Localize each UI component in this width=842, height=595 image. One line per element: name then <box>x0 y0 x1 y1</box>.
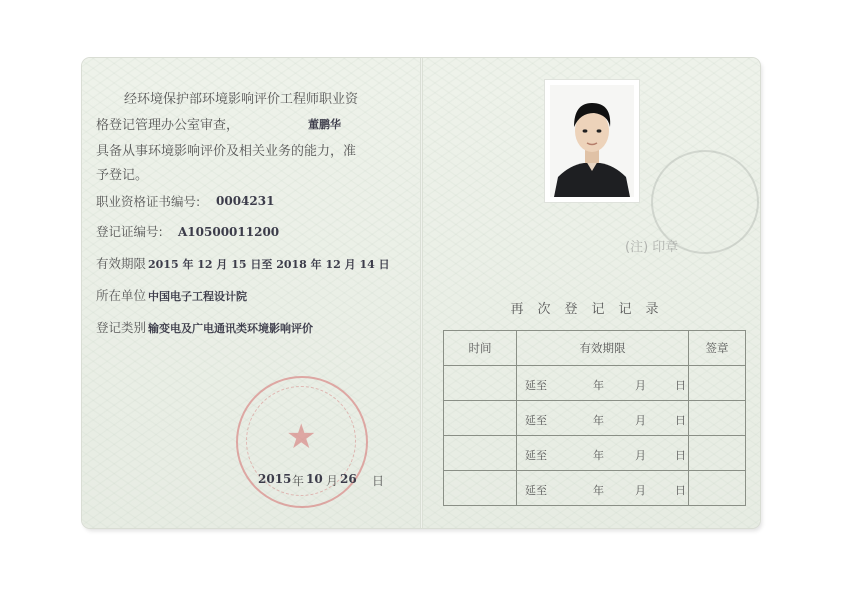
photo-frame <box>545 80 639 202</box>
period-cell <box>517 366 689 401</box>
signature-cell <box>689 471 746 506</box>
reg-no-label: 登记证编号: <box>96 224 163 239</box>
reg-no-value: A10500011200 <box>178 225 280 239</box>
extend-label: 延至 <box>525 379 547 392</box>
time-cell <box>444 401 517 436</box>
day-unit: 日 <box>675 449 686 462</box>
year-unit: 年 <box>593 449 604 462</box>
validity-value: 2015 年 12 月 15 日至 2018 年 12 月 14 日 <box>148 258 390 271</box>
issue-day: 26 <box>340 472 357 486</box>
day-unit: 日 <box>675 484 686 497</box>
month-unit: 月 <box>635 414 646 427</box>
header-time: 时间 <box>444 331 517 366</box>
period-cell <box>517 436 689 471</box>
renewal-records-table <box>443 330 746 506</box>
extend-label: 延至 <box>525 484 547 497</box>
time-cell <box>444 366 517 401</box>
seal-star-icon: ★ <box>286 417 317 457</box>
table-row <box>444 471 746 506</box>
table-row <box>444 401 746 436</box>
category-value: 输变电及广电通讯类环境影响评价 <box>148 322 313 335</box>
extend-label: 延至 <box>525 414 547 427</box>
month-unit: 月 <box>635 379 646 392</box>
unit-label: 所在单位 <box>96 288 147 303</box>
year-unit: 年 <box>593 414 604 427</box>
issue-month-unit: 月 <box>326 474 339 488</box>
certificate-booklet <box>82 58 760 528</box>
header-signature: 签章 <box>689 331 746 366</box>
category-label: 登记类别 <box>96 320 147 335</box>
time-cell <box>444 471 517 506</box>
left-page <box>82 58 420 528</box>
day-unit: 日 <box>675 379 686 392</box>
year-unit: 年 <box>593 379 604 392</box>
cert-no-label: 职业资格证书编号: <box>96 194 201 209</box>
holder-name: 董鹏华 <box>308 118 341 131</box>
header-period: 有效期限 <box>517 331 689 366</box>
issue-month: 10 <box>306 472 323 486</box>
time-cell <box>444 436 517 471</box>
signature-cell <box>689 366 746 401</box>
issue-day-unit: 日 <box>372 474 385 488</box>
issue-year: 2015 <box>258 472 292 486</box>
portrait-photo <box>550 85 634 197</box>
validity-label: 有效期限 <box>96 256 147 271</box>
issue-year-unit: 年 <box>292 474 305 488</box>
intro-line-3: 具备从事环境影响评价及相关业务的能力，准 <box>96 144 357 159</box>
table-header-row <box>444 331 746 366</box>
period-cell <box>517 401 689 436</box>
records-title: 再次登记记录 <box>510 302 673 317</box>
signature-cell <box>689 401 746 436</box>
signature-cell <box>689 436 746 471</box>
intro-line-4: 予登记。 <box>96 168 149 183</box>
table-row <box>444 436 746 471</box>
unit-value: 中国电子工程设计院 <box>148 290 247 303</box>
month-unit: 月 <box>635 484 646 497</box>
portrait-image <box>550 85 634 197</box>
faded-seal-text: (注) 印章 <box>625 240 679 255</box>
cert-no-value: 0004231 <box>216 194 275 208</box>
year-unit: 年 <box>593 484 604 497</box>
intro-line-1: 经环境保护部环境影响评价工程师职业资 <box>124 92 359 107</box>
right-page <box>423 58 760 528</box>
extend-label: 延至 <box>525 449 547 462</box>
month-unit: 月 <box>635 449 646 462</box>
table-row <box>444 366 746 401</box>
period-cell <box>517 471 689 506</box>
intro-line-2: 格登记管理办公室审查， <box>96 118 240 133</box>
day-unit: 日 <box>675 414 686 427</box>
